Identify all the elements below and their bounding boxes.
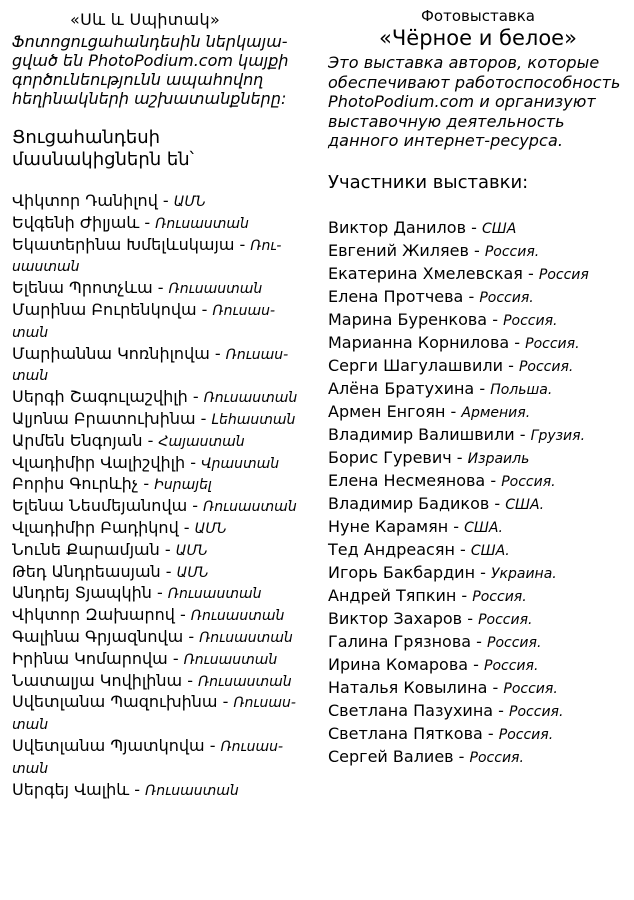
participant-country: Ռուսաստան xyxy=(145,782,239,799)
participant-country: ԱՄՆ xyxy=(176,564,209,581)
armenian-intro xyxy=(12,32,312,108)
participant-entry: Սվետլանա Պյատկովա - Ռուսաս- xyxy=(12,735,284,755)
participant-name: Նունե Քարամյան xyxy=(12,539,160,559)
participant-country: Россия. xyxy=(484,243,540,260)
participant-country: Վրաստան xyxy=(201,455,280,472)
participant-country-continuation: տան xyxy=(12,717,49,734)
participant-entry: Владимир Валишвили - Грузия. xyxy=(328,424,586,444)
participant-name: Наталья Ковылина xyxy=(328,677,488,697)
armenian-title: «Սև և Սպիտակ» xyxy=(70,10,221,29)
participant-country: Россия. xyxy=(487,634,542,651)
participant-name: Виктор Захаров xyxy=(328,608,463,628)
participant-country: Ռուսաստան xyxy=(183,651,278,668)
participant-entry: Наталья Ковылина - Россия. xyxy=(328,677,558,697)
armenian-heading xyxy=(12,127,312,171)
participant-country: Россия. xyxy=(498,726,554,743)
participant-country: Ռուսաս- xyxy=(212,302,276,319)
participant-entry: Екатерина Хмелевская - Россия xyxy=(328,263,589,283)
participant-country: Грузия. xyxy=(530,427,586,444)
participant-entry: Արմեն Ենգոյան - Հայաստան xyxy=(12,430,245,450)
russian-intro-line: выставочную деятельность xyxy=(328,111,565,131)
participant-name: Марина Буренкова xyxy=(328,309,488,329)
participant-name: Անդրեյ Տյապկին xyxy=(12,583,152,603)
participant-entry: Վիկտոր Զախարով - Ռուսաստան xyxy=(12,605,285,625)
participant-name: Իրինա Կոմարովա xyxy=(12,648,168,668)
participant-name: Евгений Жиляев xyxy=(328,240,469,260)
participant-entry: Евгений Жиляев - Россия. xyxy=(328,240,540,260)
participant-name: Ирина Комарова xyxy=(328,654,469,674)
participant-name: Վիկտոր Դանիլով xyxy=(12,191,158,210)
participant-country: ԱՄՆ xyxy=(175,542,208,559)
participant-entry: Նատալյա Կովիլինա - Ռուսաստան xyxy=(12,670,292,690)
participant-entry: Игорь Бакбардин - Украина. xyxy=(328,562,557,582)
participant-name: Ելենա Պրոտչևա xyxy=(12,278,153,298)
participant-name: Тед Андреасян xyxy=(328,539,455,559)
participant-country: Ռուսաստան xyxy=(155,215,249,232)
participant-country-continuation: տան xyxy=(12,368,49,385)
participant-country: США xyxy=(481,220,517,237)
participant-country-continuation: սաստան xyxy=(12,259,80,276)
participant-name: Վլադիմիր Վալիշվիլի xyxy=(12,452,186,472)
participant-entry: Армен Енгоян - Армения. xyxy=(328,401,531,421)
armenian-column xyxy=(12,0,312,801)
participant-name: Եվգենի Ժիլյաև xyxy=(12,212,140,232)
participant-entry: Եկատերինա Խմելևսկայա - Ռու- xyxy=(12,234,282,254)
participant-name: Մարինա Բուրենկովա xyxy=(12,299,197,319)
participant-name: Թեդ Անդրեասյան xyxy=(12,561,161,581)
armenian-intro-line: գործունեությունն ապահովող xyxy=(12,70,264,89)
participant-country: США. xyxy=(505,496,545,513)
participant-country: ԱՄՆ xyxy=(194,520,227,537)
participant-entry: Բորիս Գուրևիչ - Իսրայել xyxy=(12,474,212,494)
participant-entry: Владимир Бадиков - США. xyxy=(328,493,545,513)
participant-country: Россия. xyxy=(479,289,534,306)
participant-name: Алёна Братухина xyxy=(328,378,475,398)
participant-entry: Светлана Пяткова - Россия. xyxy=(328,723,554,743)
russian-participants-list xyxy=(328,217,628,769)
participant-entry: Իրինա Կոմարովա - Ռուսաստան xyxy=(12,648,278,668)
participant-entry: Алёна Братухина - Польша. xyxy=(328,378,553,398)
participant-country: Польша. xyxy=(490,381,553,398)
participant-name: Екатерина Хмелевская xyxy=(328,263,523,283)
participant-name: Բորիս Գուրևիչ xyxy=(12,474,139,494)
participant-country: Ռուսաստան xyxy=(190,608,285,625)
participant-entry: Սերգեյ Վալիև - Ռուսաստան xyxy=(12,779,239,799)
participant-name: Борис Гуревич xyxy=(328,447,452,467)
participant-entry: Серги Шагулашвили - Россия. xyxy=(328,355,574,375)
participant-name: Վիկտոր Զախարով xyxy=(12,605,175,625)
participant-country-continuation: տան xyxy=(12,324,49,341)
participant-name: Նատալյա Կովիլինա xyxy=(12,670,183,690)
participant-entry: Թեդ Անդրեասյան - ԱՄՆ xyxy=(12,561,209,581)
participant-country: Ռուսաստան xyxy=(167,586,262,603)
participant-entry: Մարիաննա Կոռնիլովա - Ռուսաս- xyxy=(12,343,289,363)
russian-heading: Участники выставки: xyxy=(328,171,529,193)
participant-entry: Եվգենի Ժիլյաև - Ռուսաստան xyxy=(12,212,249,232)
participant-entry: Վլադիմիր Վալիշվիլի - Վրաստան xyxy=(12,452,280,472)
participant-entry: Елена Протчева - Россия. xyxy=(328,286,534,306)
participant-name: Գալինա Գրյազնովա xyxy=(12,626,184,646)
armenian-intro-line: հեղինակների աշխատանքները: xyxy=(12,89,287,108)
participant-entry: Галина Грязнова - Россия. xyxy=(328,631,542,651)
participant-entry: Սերգի Շագուլաշվիլի - Ռուսաստան xyxy=(12,387,298,407)
participant-country: Իսրայել xyxy=(154,477,212,494)
participant-country: Россия. xyxy=(478,611,533,628)
russian-intro-line: обеспечивают работоспособность xyxy=(328,72,621,92)
participant-country: США. xyxy=(464,519,503,536)
participant-name: Армен Енгоян xyxy=(328,401,446,421)
participant-name: Сергей Валиев xyxy=(328,746,454,766)
participant-country: Ռուսաս- xyxy=(233,695,296,712)
participant-country: Израиль xyxy=(467,450,530,467)
participant-entry: Ալյոնա Բրատուխինա - Լեհաստան xyxy=(12,408,296,428)
participant-entry: Светлана Пазухина - Россия. xyxy=(328,700,564,720)
participant-country: ԱՄՆ xyxy=(173,194,206,210)
participant-entry: Նունե Քարամյան - ԱՄՆ xyxy=(12,539,208,559)
participant-name: Ալյոնա Բրատուխինա xyxy=(12,408,196,428)
participant-country: Ռուսաստան xyxy=(168,281,263,298)
participant-name: Արմեն Ենգոյան xyxy=(12,430,143,450)
participant-name: Серги Шагулашвили xyxy=(328,355,503,375)
russian-column xyxy=(328,0,628,769)
participant-entry: Սվետլանա Պազուխինա - Ռուսաս- xyxy=(12,692,296,712)
participant-country: Россия. xyxy=(518,358,574,375)
participant-entry: Сергей Валиев - Россия. xyxy=(328,746,524,766)
participant-name: Игорь Бакбардин xyxy=(328,562,476,582)
armenian-heading-line: Ցուցահանդեսի xyxy=(12,127,161,148)
participant-entry: Ирина Комарова - Россия. xyxy=(328,654,539,674)
participant-entry: Виктор Данилов - США xyxy=(328,217,517,237)
participant-country: Ռուսաստան xyxy=(199,629,293,646)
participant-country: Ռու- xyxy=(250,237,282,254)
participant-country-continuation: տան xyxy=(12,760,49,777)
participant-entry: Нуне Карамян - США. xyxy=(328,516,503,536)
participant-entry: Борис Гуревич - Израиль xyxy=(328,447,530,467)
participant-entry: Անդրեյ Տյապկին - Ռուսաստան xyxy=(12,583,262,603)
participant-name: Виктор Данилов xyxy=(328,217,466,237)
participant-country: Ռուսաս- xyxy=(220,738,284,755)
participant-name: Марианна Корнилова xyxy=(328,332,510,352)
participant-name: Սվետլանա Պազուխինա xyxy=(12,692,218,712)
participant-name: Андрей Тяпкин xyxy=(328,585,457,605)
participant-country: Россия. xyxy=(501,473,556,490)
participant-country: Ռուսաստան xyxy=(198,673,292,690)
participant-name: Нуне Карамян xyxy=(328,516,449,536)
armenian-heading-line: մասնակիցներն են՝ xyxy=(12,149,194,170)
russian-intro-line: PhotoPodium.com и организуют xyxy=(328,92,596,111)
participant-country: Ռուսաստան xyxy=(203,390,298,407)
participant-name: Светлана Пяткова xyxy=(328,723,483,743)
participant-country: Украина. xyxy=(490,565,557,582)
russian-intro-line: Это выставка авторов, которые xyxy=(328,53,600,72)
participant-country: Россия. xyxy=(503,680,558,697)
participant-country: Հայաստան xyxy=(158,433,245,450)
participant-country: Россия. xyxy=(472,588,527,605)
participant-entry: Марина Буренкова - Россия. xyxy=(328,309,558,329)
participant-name: Ելենա Նեսմեյանովա xyxy=(12,496,188,516)
participant-name: Եկատերինա Խմելևսկայա xyxy=(12,234,235,254)
participant-country: Россия. xyxy=(503,312,558,329)
participant-entry: Գալինա Գրյազնովա - Ռուսաստան xyxy=(12,626,293,646)
participant-entry: Վիկտոր Դանիլով - ԱՄՆ xyxy=(12,191,206,210)
participant-name: Галина Грязнова xyxy=(328,631,472,651)
participant-country: США. xyxy=(470,542,510,559)
armenian-intro-line: Ֆոտոցուցահանդեսին ներկայա- xyxy=(12,32,288,51)
russian-title: «Чёрное и белое» xyxy=(379,26,577,50)
participant-entry: Андрей Тяпкин - Россия. xyxy=(328,585,527,605)
participant-country: Армения. xyxy=(461,404,531,421)
participant-name: Елена Протчева xyxy=(328,286,464,306)
participant-name: Սվետլանա Պյատկովա xyxy=(12,735,205,755)
participant-country: Россия. xyxy=(509,703,564,720)
participant-country: Россия xyxy=(538,266,589,283)
participant-country: Россия. xyxy=(469,749,524,766)
participant-name: Մարիաննա Կոռնիլովա xyxy=(12,343,210,363)
participant-entry: Մարինա Բուրենկովա - Ռուսաս- xyxy=(12,299,276,319)
participant-entry: Тед Андреасян - США. xyxy=(328,539,510,559)
russian-intro-line: данного интернет-ресурса. xyxy=(328,131,564,150)
participant-entry: Ելենա Նեսմեյանովա - Ռուսաստան xyxy=(12,496,297,516)
armenian-participants-list xyxy=(12,191,312,801)
participant-country: Ռուսաս- xyxy=(225,346,289,363)
participant-entry: Ելենա Պրոտչևա - Ռուսաստան xyxy=(12,278,263,298)
participant-name: Սերգի Շագուլաշվիլի xyxy=(12,387,188,407)
participant-name: Владимир Бадиков xyxy=(328,493,490,513)
armenian-intro-line: ցված են PhotoPodium.com կայքի xyxy=(12,51,289,70)
participant-country: Ռուսաստան xyxy=(203,499,297,516)
participant-name: Սերգեյ Վալիև xyxy=(12,779,130,799)
participant-name: Светлана Пазухина xyxy=(328,700,494,720)
participant-entry: Виктор Захаров - Россия. xyxy=(328,608,533,628)
participant-name: Վլադիմիր Բադիկով xyxy=(12,517,179,537)
russian-intro xyxy=(328,53,628,151)
participant-name: Владимир Валишвили xyxy=(328,424,515,444)
participant-country: Россия. xyxy=(484,657,539,674)
participant-name: Елена Несмеянова xyxy=(328,470,486,490)
participant-country: Լեհաստան xyxy=(211,411,296,428)
participant-country: Россия. xyxy=(525,335,580,352)
participant-entry: Марианна Корнилова - Россия. xyxy=(328,332,580,352)
participant-entry: Վլադիմիր Բադիկով - ԱՄՆ xyxy=(12,517,227,537)
russian-supertitle: Фотовыставка xyxy=(421,7,535,25)
participant-entry: Елена Несмеянова - Россия. xyxy=(328,470,556,490)
